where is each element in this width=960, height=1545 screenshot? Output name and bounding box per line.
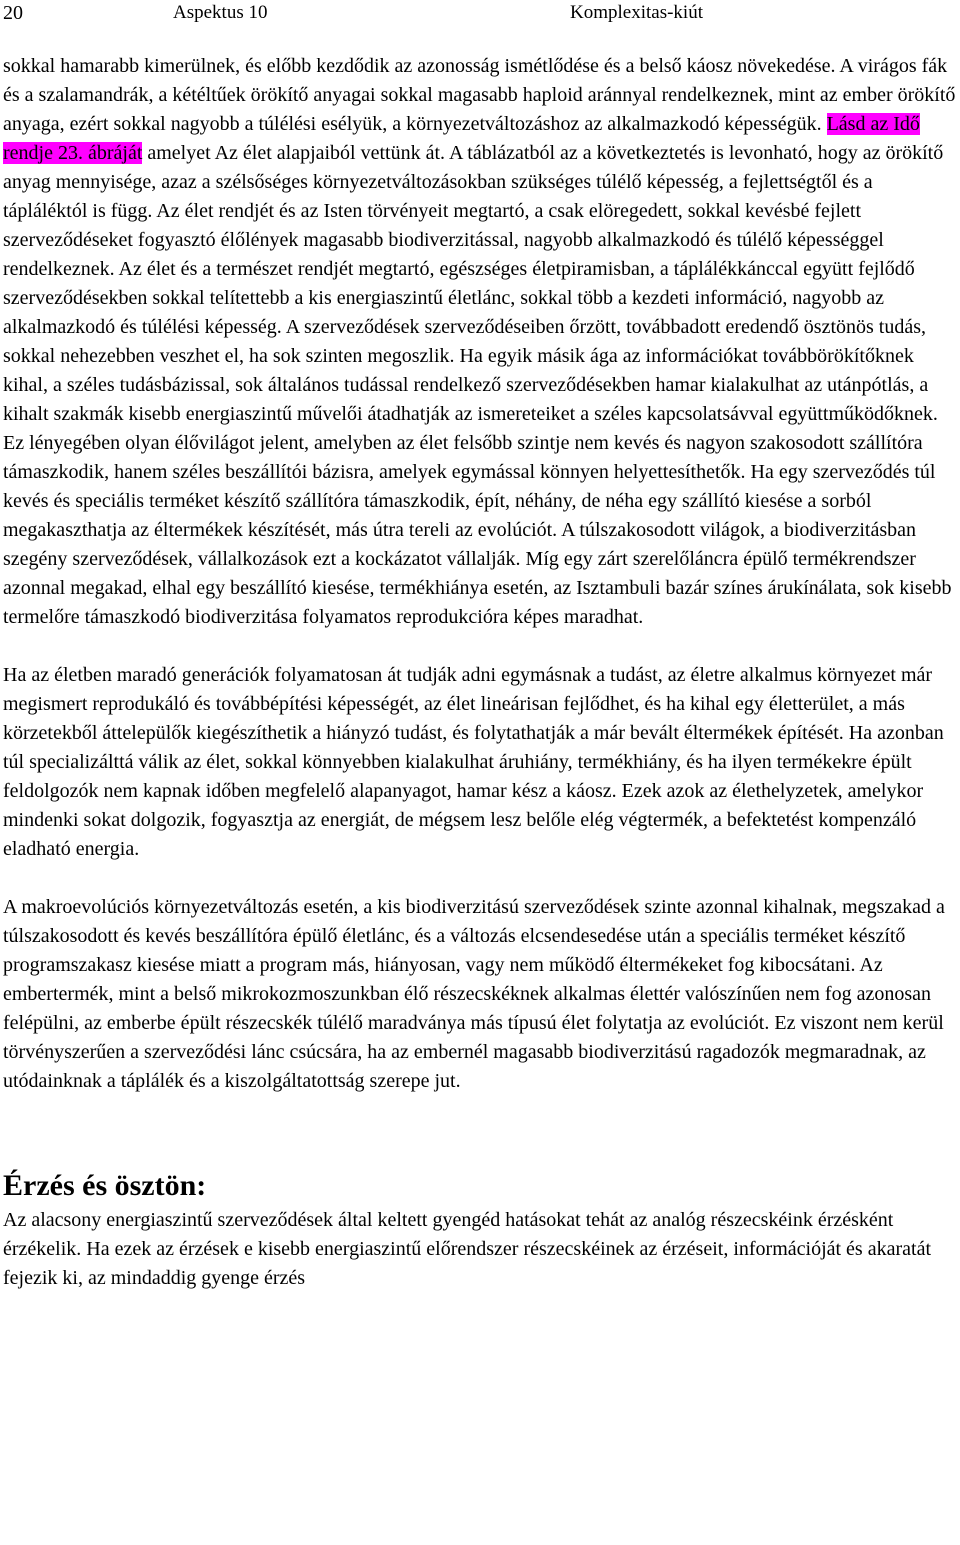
- paragraph-1: [3, 52, 958, 632]
- section-heading: Érzés és ösztön:: [3, 1169, 207, 1202]
- paragraph-4: Az alacsony energiaszintű szerveződések által keltett gyengéd hatásokat tehát az analóg részecskéink érzésként érzékelik. Ha ezek az érzések e kisebb energiaszintű előrendszer részecskéinek az érzéseit, információját és akaratát fejezik ki, az mindaddig gyenge érzés: [3, 1209, 931, 1289]
- paragraph-1-text-a: sokkal hamarabb kimerülnek, és előbb kezdődik az azonosság ismétlődése és a belső káosz növekedése. A virágos fák és a szalamandrák, a kétéltűek örökítő anyagai sokkal magasabb haploid aránnyal rendelkeznek, mint az ember örökítő anyaga, ezért sokkal nagyobb a túlélési esélyük, a környezetváltozáshoz az alkalmazkodó képességük.: [3, 55, 956, 135]
- paragraph-3: A makroevolúciós környezetváltozás esetén, a kis biodiverzitású szerveződések szinte azonnal kihalnak, megszakad a túlszakosodott és kevés beszállítóra épülő életlánc, és a változás elcsendesedése után a speciális terméket készítő programszakasz kiesése miatt a program más, hiányosan, vagy nem működő éltermékeket fog kibocsátani. Az embertermék, mint a belső mikrokozmoszunkban élő részecskéknek alkalmas élettér valószínűen nem fog azonosan felépülni, az emberbe épült részecskék túlélő maradványa más típusú élet folytatja az evolúciót. Ez viszont nem kerül törvényszerűen a szerveződési lánc csúcsára, ha az embernél magasabb biodiverzitású ragadozók megmaradnak, az utódainknak a táplálék és a kiszolgáltatottság szerepe jut.: [3, 896, 945, 1092]
- page-header: [0, 0, 960, 30]
- document-body: [3, 52, 958, 1293]
- page-number: 20: [3, 2, 23, 24]
- chapter-title: Komplexitas-kiút: [570, 2, 703, 23]
- highlighted-reference: Lásd az Idő rendje 23. ábráját: [3, 113, 920, 164]
- paragraph-2: Ha az életben maradó generációk folyamatosan át tudják adni egymásnak a tudást, az életre alkalmus környezet már megismert reprodukáló és továbbépítési képességét, az élet lineárisan fejlődhet, és ha kihal egy életterület, a más körzetekből áttelepülők kiegészíthetik a hiányzó tudást, és folytathatják a már bevált éltermékek építését. Ha azonban túl specializálttá válik az élet, sokkal könnyebben kialakulhat áruhiány, termékhiány, és ha ilyen termékekre épült feldolgozók nem kapnak időben megfelelő alapanyagot, hamar kész a káosz. Ezek azok az élethelyzetek, amelykor mindenki sokat dolgozik, fogyasztja az energiát, de mégsem lesz belőle elég végtermék, a befektetést kompenzáló eladható energia.: [3, 664, 944, 860]
- paragraph-1-text-b: amelyet Az élet alapjaiból vettünk át. A táblázatból az a következtetés is levonható, hogy az örökítő anyag mennyisége, azaz a szélsőséges környezetváltozásokban szükséges túlélő képesség, a fejlettségtől és a tápláléktól is függ. Az élet rendjét és az Isten törvényeit megtartó, a csak elöregedett, sokkal kevésbé fejlett szerveződéseket fogyasztó élőlények magasabb biodiverzitással, nagyobb alkalmazkodó és túlélő képességgel rendelkeznek. Az élet és a természet rendjét megtartó, egészséges életpiramisban, a táplálékkánccal együtt fejlődő szerveződésekben sokkal telítettebb a kis energiaszintű életlánc, sokkal több a kezdeti információ, nagyobb az alkalmazkodó és túlélési képesség. A szerveződések szerveződéseiben őrzött, továbbadott eredendő ösztönös tudás, sokkal nehezebben veszhet el, ha sok szinten megoszlik. Ha egyik másik ága az információkat továbbörökítőknek kihal, a széles tudásbázissal, sok általános tudással rendelkező szerveződésekben hamar kialakulhat az utánpótlás, a kihalt szakmák kisebb energiaszintű művelői átadhatják az ismereteiket a széles kapcsolatsávval együttműködőknek. Ez lényegében olyan élővilágot jelent, amelyben az élet felsőbb szintje nem kevés és nagyon szakosodott szállítóra támaszkodik, hanem széles beszállítói bázisra, amelyek egymással könnyen helyettesíthetők. Ha egy szerveződés túl kevés és speciális terméket készítő szállítóra támaszkodik, épít, néhány, de néha egy szállító kiesése a sorból megakaszthatja az éltermékek készítését, más útra tereli az evolúciót. A túlszakosodott világok, a biodiverzitásban szegény szerveződések, vállalkozások ezt a kockázatot vállalják. Míg egy zárt szerelőláncra épülő termékrendszer azonnal megakad, elhal egy beszállító kiesése, termékhiánya esetén, az Isztambuli bazár színes árukínálata, sok kisebb termelőre támaszkodó biodiverzitása folyamatos reprodukcióra képes maradhat.: [3, 142, 952, 628]
- section-title: Aspektus 10: [173, 2, 268, 23]
